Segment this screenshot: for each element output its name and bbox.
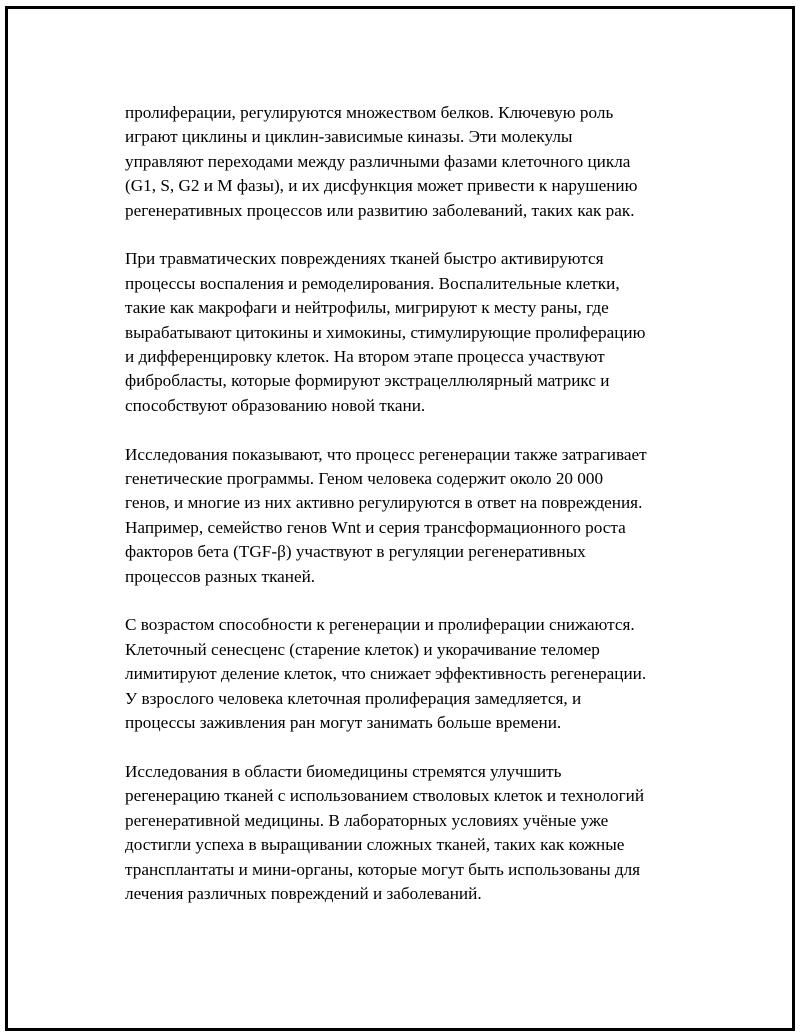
text-line: У взрослого человека клеточная пролиферация замедляется, и [125, 688, 582, 708]
text-line: трансплантаты и мини-органы, которые могут быть использованы для [125, 859, 641, 879]
paragraph-aging [125, 613, 705, 735]
text-line: (G1, S, G2 и M фазы), и их дисфункция может привести к нарушению [125, 176, 638, 196]
text-line: факторов бета (TGF-β) участвуют в регуляции регенеративных [125, 542, 586, 562]
paragraph-cell-cycle [125, 101, 705, 223]
text-line: генетические программы. Геном человека содержит около 20 000 [125, 469, 604, 489]
text-line: регенеративных процессов или развитию заболеваний, таких как рак. [125, 200, 635, 220]
text-line: процессы воспаления и ремоделирования. Воспалительные клетки, [125, 273, 620, 293]
text-line: и дифференцировку клеток. На втором этапе процесса участвуют [125, 347, 605, 367]
text-line: пролиферации, регулируются множеством белков. Ключевую роль [125, 103, 614, 122]
text-line: Например, семейство генов Wnt и серия трансформационного роста [125, 517, 626, 537]
text-line: вырабатывают цитокины и химокины, стимулирующие пролиферацию [125, 322, 646, 342]
text-line: генов, и многие из них активно регулируются в ответ на повреждения. [125, 493, 643, 513]
text-line: такие как макрофаги и нейтрофилы, мигрируют к месту раны, где [125, 298, 609, 318]
text-line: процессов разных тканей. [125, 566, 316, 586]
page-content [125, 101, 705, 931]
text-line: При травматических повреждениях тканей быстро активируются [125, 249, 604, 269]
text-line: Исследования показывают, что процесс регенерации также затрагивает [125, 444, 647, 464]
text-line: регенерацию тканей с использованием стволовых клеток и технологий [125, 786, 645, 806]
text-line: лечения различных повреждений и заболеваний. [125, 883, 482, 903]
page-frame [5, 6, 795, 1031]
text-line: фибробласты, которые формируют экстрацеллюлярный матрикс и [125, 371, 610, 391]
text-line: играют циклины и циклин-зависимые киназы. Эти молекулы [125, 127, 573, 147]
paragraph-genetic-programs [125, 443, 705, 589]
text-line: Исследования в области биомедицины стремятся улучшить [125, 761, 562, 781]
text-line: процессы заживления ран могут занимать больше времени. [125, 713, 562, 733]
text-line: управляют переходами между различными фазами клеточного цикла [125, 151, 631, 171]
text-line: С возрастом способности к регенерации и пролиферации снижаются. [125, 615, 635, 635]
text-line: способствуют образованию новой ткани. [125, 395, 426, 415]
paragraph-biomedicine [125, 760, 705, 906]
paragraph-tissue-injury [125, 247, 705, 418]
text-line: лимитируют деление клеток, что снижает эффективность регенерации. [125, 664, 647, 684]
text-line: Клеточный сенесценс (старение клеток) и укорачивание теломер [125, 639, 600, 659]
text-line: регенеративной медицины. В лабораторных условиях учёные уже [125, 810, 609, 830]
text-line: достигли успеха в выращивании сложных тканей, таких как кожные [125, 835, 625, 855]
